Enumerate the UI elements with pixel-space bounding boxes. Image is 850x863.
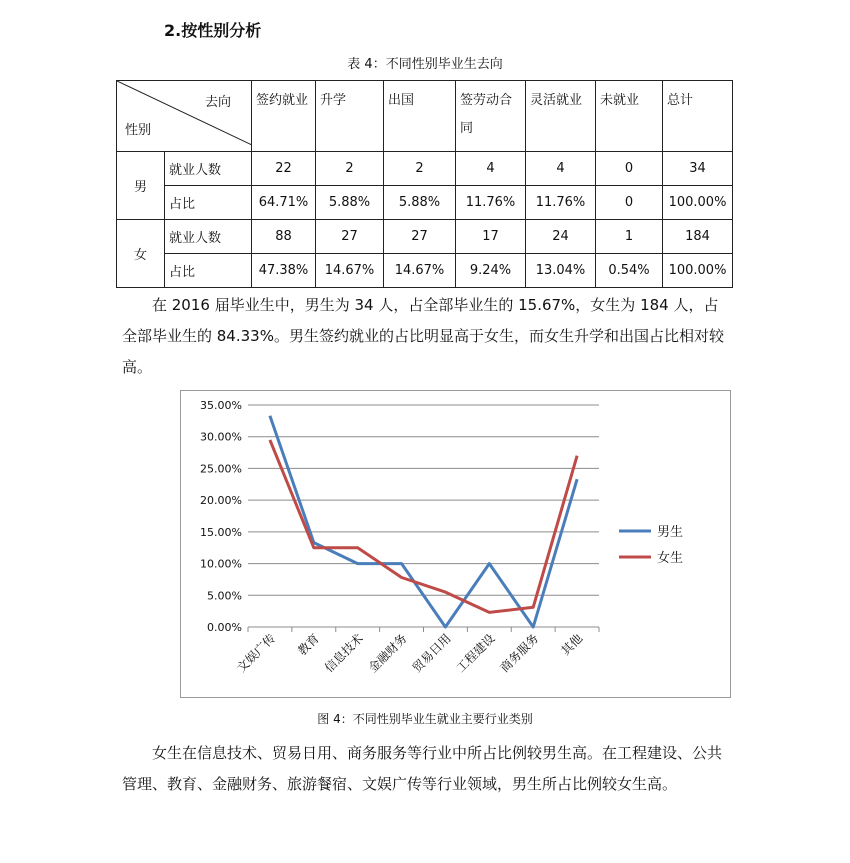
table-row	[117, 254, 733, 288]
row-label: 就业人数	[165, 220, 252, 254]
table-cell: 0	[596, 152, 663, 186]
table-cell: 88	[252, 220, 316, 254]
table-cell: 4	[526, 152, 596, 186]
col-header: 签劳动合同	[456, 81, 526, 152]
table-cell: 11.76%	[526, 186, 596, 220]
x-tick-label: 文娱广传	[234, 631, 279, 676]
table-cell: 4	[456, 152, 526, 186]
legend-label: 男生	[657, 525, 684, 540]
paragraph-analysis: 女生在信息技术、贸易日用、商务服务等行业中所占比例较男生高。在工程建设、公共管理、教育、金融财务、旅游餐宿、文娱广传等行业领域，男生所占比例较女生高。	[122, 744, 723, 793]
table-row	[117, 152, 733, 186]
x-tick-label: 金融财务	[365, 631, 410, 676]
y-tick-label: 15.00%	[200, 525, 242, 539]
col-header: 总计	[663, 81, 733, 152]
figure-caption: 图 4：不同性别毕业生就业主要行业类别	[317, 712, 533, 726]
y-tick-label: 35.00%	[200, 399, 242, 412]
col-header: 灵活就业	[526, 81, 596, 152]
x-tick-label: 信息技术	[321, 631, 366, 676]
y-tick-label: 10.00%	[200, 557, 242, 571]
table-cell: 64.71%	[252, 186, 316, 220]
corner-cell	[117, 81, 252, 152]
table-cell: 47.38%	[252, 254, 316, 288]
table-cell: 100.00%	[663, 254, 733, 288]
table-cell: 2	[384, 152, 456, 186]
destination-table	[116, 80, 733, 288]
corner-top-label: 去向	[204, 95, 231, 110]
col-header: 出国	[384, 81, 456, 152]
table-cell: 5.88%	[316, 186, 384, 220]
table-cell: 27	[384, 220, 456, 254]
y-tick-label: 0.00%	[207, 621, 242, 634]
y-tick-label: 5.00%	[207, 589, 242, 603]
x-tick-label: 教育	[295, 631, 322, 659]
industry-chart	[180, 390, 731, 698]
col-header: 升学	[316, 81, 384, 152]
table-cell: 184	[663, 220, 733, 254]
series-line-female	[270, 440, 577, 613]
row-label: 就业人数	[165, 152, 252, 186]
y-tick-label: 30.00%	[200, 430, 242, 444]
table-cell: 11.76%	[456, 186, 526, 220]
table-cell: 100.00%	[663, 186, 733, 220]
chart-canvas	[181, 391, 730, 697]
row-label: 占比	[165, 254, 252, 288]
col-header: 签约就业	[252, 81, 316, 152]
table-cell: 0	[596, 186, 663, 220]
table-cell: 9.24%	[456, 254, 526, 288]
paragraph-summary: 在 2016 届毕业生中，男生为 34 人，占全部毕业生的 15.67%，女生为 184 人，占全部毕业生的 84.33%。男生签约就业的占比明显高于女生，而女生升学和出国占比相对较高。	[122, 296, 724, 376]
table-cell: 14.67%	[316, 254, 384, 288]
y-tick-label: 20.00%	[200, 494, 242, 508]
corner-bottom-label: 性别	[125, 123, 152, 138]
col-header: 未就业	[596, 81, 663, 152]
row-label: 占比	[165, 186, 252, 220]
x-tick-label: 贸易日用	[409, 631, 454, 676]
y-tick-label: 25.00%	[200, 462, 242, 476]
x-tick-label: 商务服务	[497, 631, 542, 676]
table-cell: 1	[596, 220, 663, 254]
sex-cell: 男	[117, 152, 165, 220]
table-cell: 17	[456, 220, 526, 254]
section-heading: 2.按性别分析	[164, 21, 262, 40]
legend-label: 女生	[657, 551, 684, 566]
table-cell: 27	[316, 220, 384, 254]
table-cell: 2	[316, 152, 384, 186]
table-row	[117, 220, 733, 254]
table-cell: 22	[252, 152, 316, 186]
table-row	[117, 186, 733, 220]
x-tick-label: 工程建设	[453, 631, 498, 676]
x-tick-label: 其他	[558, 631, 586, 659]
table-cell: 13.04%	[526, 254, 596, 288]
table-cell: 0.54%	[596, 254, 663, 288]
sex-cell: 女	[117, 220, 165, 288]
table-cell: 5.88%	[384, 186, 456, 220]
table-cell: 34	[663, 152, 733, 186]
table-caption: 表 4：不同性别毕业生去向	[347, 57, 503, 72]
table-cell: 14.67%	[384, 254, 456, 288]
table-cell: 24	[526, 220, 596, 254]
